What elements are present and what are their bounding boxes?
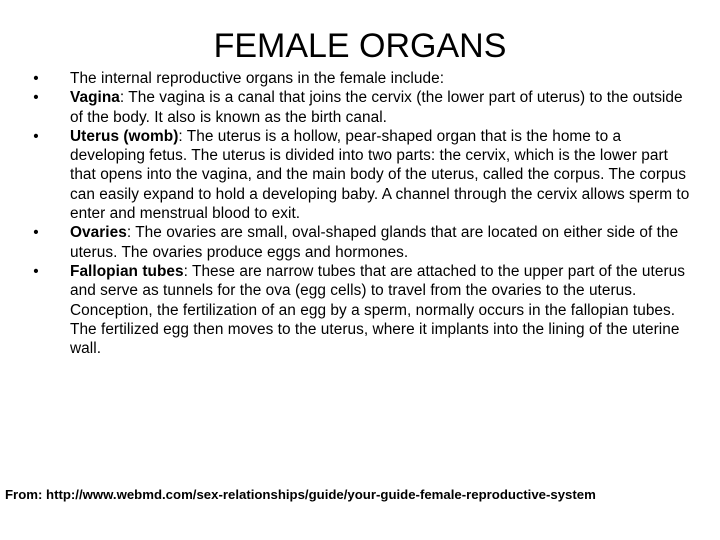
bullet-text: : The vagina is a canal that joins the cervix (the lower part of uterus) to the outside of the body. It also is known as the birth canal. — [70, 89, 683, 126]
bullet-term: Ovaries — [70, 224, 127, 242]
bullet-marker: • — [33, 262, 39, 280]
bullet-vagina — [30, 88, 690, 127]
bullet-term: Uterus (womb) — [70, 127, 179, 145]
source-citation: From: http://www.webmd.com/sex-relationships/guide/your-guide-female-reproductive-system — [5, 487, 596, 502]
bullet-text: : The uterus is a hollow, pear-shaped organ that is the home to a developing fetus. The uterus is divided into two parts: the cervix, which is the lower part that opens into the vagina, and the main body of the uterus, called the corpus. The corpus can easily expand to hold a developing baby. A channel through the cervix allows sperm to enter and menstrual blood to exit. — [70, 127, 690, 223]
bullet-uterus — [30, 127, 690, 223]
bullet-marker: • — [33, 70, 39, 87]
bullet-fallopian-tubes — [30, 262, 690, 358]
bullet-text: : These are narrow tubes that are attached to the upper part of the uterus and serve as tunnels for the ova (egg cells) to travel from the ovaries to the uterus. Conception, the fertilization of an egg by a sperm, normally occurs in the fallopian tubes. The fertilized egg then moves to the uterus, where it implants into the lining of the uterine wall. — [70, 262, 685, 358]
bullet-marker: • — [33, 89, 39, 107]
bullet-marker: • — [33, 224, 39, 242]
bullet-term: Fallopian tubes — [70, 262, 184, 280]
bullet-marker: • — [33, 127, 39, 145]
slide-title: FEMALE ORGANS — [213, 27, 507, 65]
bullet-ovaries — [30, 223, 690, 262]
bullet-text: : The ovaries are small, oval-shaped glands that are located on either side of the uterus. The ovaries produce eggs and hormones. — [70, 224, 679, 261]
bullet-text: The internal reproductive organs in the female include: — [70, 70, 445, 87]
bullet-intro — [30, 69, 690, 88]
bullet-term: Vagina — [70, 89, 120, 107]
bullet-list — [30, 69, 690, 358]
